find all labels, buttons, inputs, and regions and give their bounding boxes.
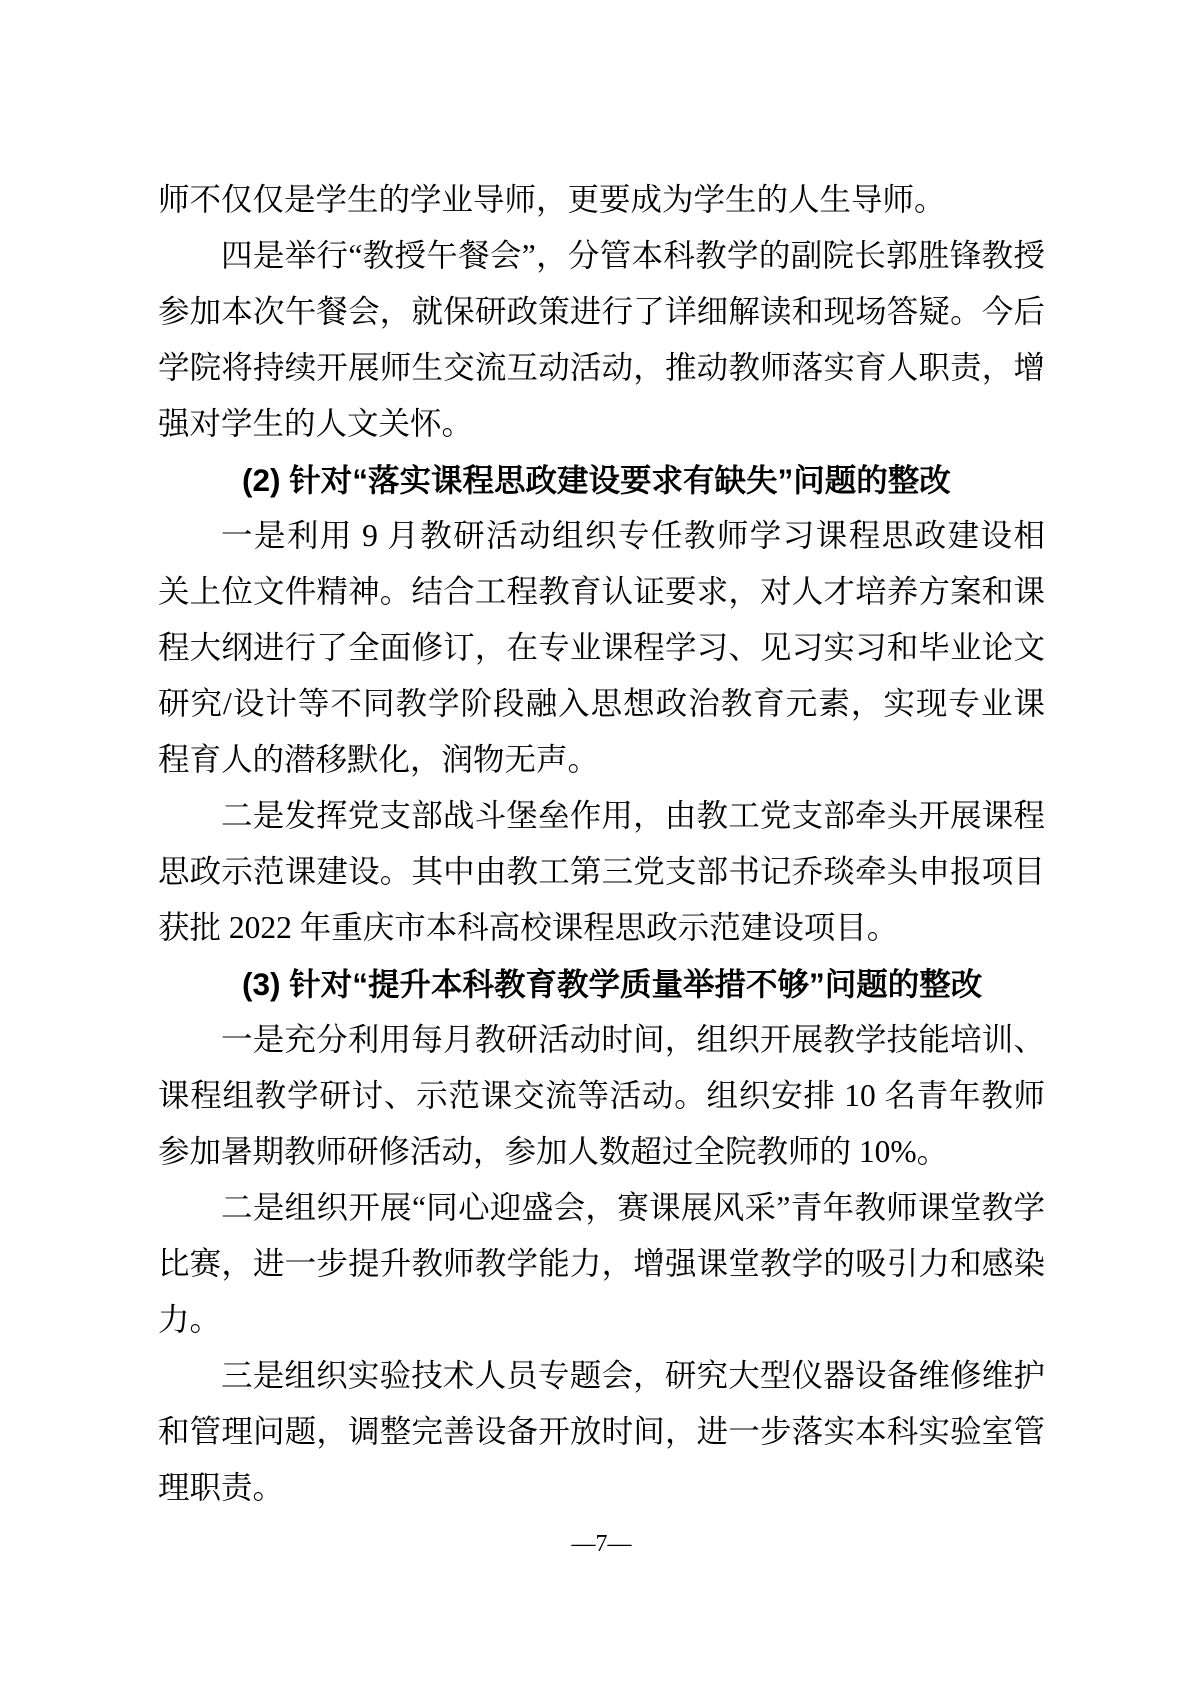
text-line: 参加本次午餐会，就保研政策进行了详细解读和现场答疑。今后 [158,294,1045,329]
text-line: 程育人的潜移默化，润物无声。 [158,742,600,777]
text-line: 一是充分利用每月教研活动时间，组织开展教学技能培训、 [221,1022,1045,1057]
text-line: 程大纲进行了全面修订，在专业课程学习、见习实习和毕业论文 [158,630,1045,665]
text-line: 学院将持续开展师生交流互动活动，推动教师落实育人职责，增 [158,350,1045,385]
text-column [158,172,1045,1516]
text-line: 参加暑期教师研修活动，参加人数超过全院教师的 10%。 [158,1134,949,1169]
text-line: 关上位文件精神。结合工程教育认证要求，对人才培养方案和课 [158,574,1045,609]
text-line: 力。 [158,1302,222,1337]
section-heading: (2) 针对“落实课程思政建设要求有缺失”问题的整改 [242,462,951,498]
text-line: 研究/设计等不同教学阶段融入思想政治教育元素，实现专业课 [158,686,1045,721]
text-line: 三是组织实验技术人员专题会，研究大型仪器设备维修维护 [221,1358,1045,1393]
text-line: 课程组教学研讨、示范课交流等活动。组织安排 10 名青年教师 [158,1078,1045,1113]
text-line: 师不仅仅是学生的学业导师，更要成为学生的人生导师。 [158,182,946,217]
text-line: 比赛，进一步提升教师教学能力，增强课堂教学的吸引力和感染 [158,1246,1045,1281]
text-line: 和管理问题，调整完善设备开放时间，进一步落实本科实验室管 [158,1414,1045,1449]
page-number: —7— [571,1531,632,1557]
text-line: 思政示范课建设。其中由教工第三党支部书记乔琰牵头申报项目 [158,854,1045,889]
text-line: 理职责。 [158,1470,285,1505]
text-line: 二是组织开展“同心迎盛会，赛课展风采”青年教师课堂教学 [221,1190,1045,1225]
text-line: 一是利用 9 月教研活动组织专任教师学习课程思政建设相 [221,518,1045,553]
section-heading: (3) 针对“提升本科教育教学质量举措不够”问题的整改 [242,966,983,1002]
text-line: 强对学生的人文关怀。 [158,406,474,441]
text-line: 二是发挥党支部战斗堡垒作用，由教工党支部牵头开展课程 [221,798,1045,833]
text-line: 获批 2022 年重庆市本科高校课程思政示范建设项目。 [158,910,899,945]
text-line: 四是举行“教授午餐会”，分管本科教学的副院长郭胜锋教授 [221,238,1045,273]
